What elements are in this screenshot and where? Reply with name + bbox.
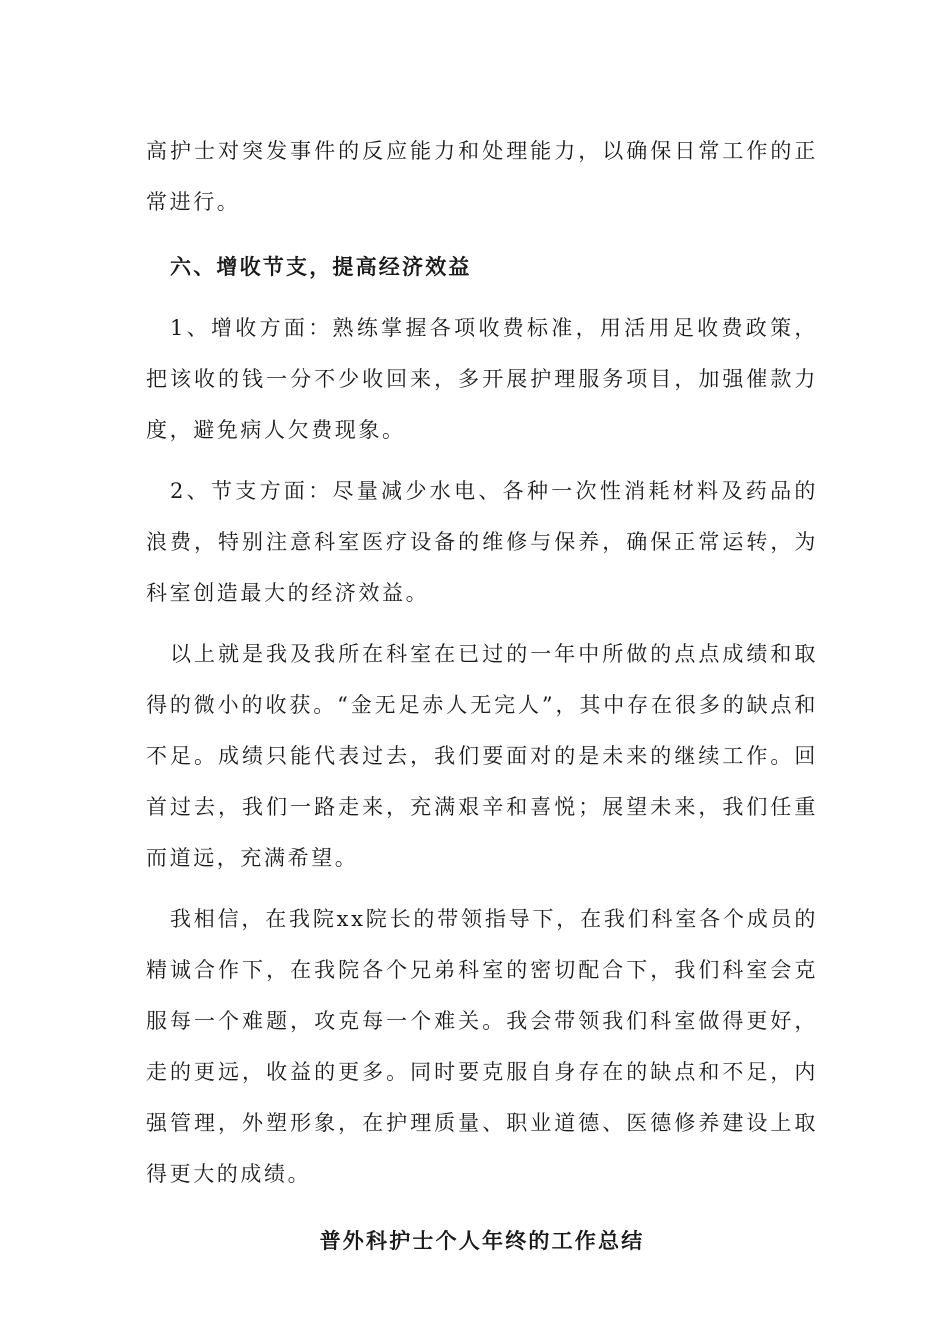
paragraph-item-1: 1、增收方面：熟练掌握各项收费标准，用活用足收费政策，把该收的钱一分不少收回来，多开展护理服务项目，加强催款力度，避免病人欠费现象。	[146, 316, 818, 442]
paragraph-item-2: 2、节支方面：尽量减少水电、各种一次性消耗材料及药品的浪费，特别注意科室医疗设备的维修与保养，确保正常运转，为科室创造最大的经济效益。	[146, 479, 818, 605]
next-document-title: 普外科护士个人年终的工作总结	[319, 1229, 645, 1253]
paragraph-belief: 我相信，在我院xx院长的带领指导下，在我们科室各个成员的精诚合作下，在我院各个兄弟科室的密切配合下，我们科室会克服每一个难题，攻克每一个难关。我会带领我们科室做得更好，走的更远，收益的更多。同时要克服自身存在的缺点和不足，内强管理，外塑形象，在护理质量、职业道德、医德修养建设上取得更大的成绩。	[146, 907, 818, 1186]
paragraph-continued: 高护士对突发事件的反应能力和处理能力，以确保日常工作的正常进行。	[146, 139, 818, 214]
document-page	[146, 126, 818, 1267]
paragraph-summary: 以上就是我及我所在科室在已过的一年中所做的点点成绩和取得的微小的收获。“金无足赤人无完人”，其中存在很多的缺点和不足。成绩只能代表过去，我们要面对的是未来的继续工作。回首过去，我们一路走来，充满艰辛和喜悦；展望未来，我们任重而道远，充满希望。	[146, 642, 818, 870]
section-heading: 六、增收节支，提高经济效益	[170, 255, 472, 279]
